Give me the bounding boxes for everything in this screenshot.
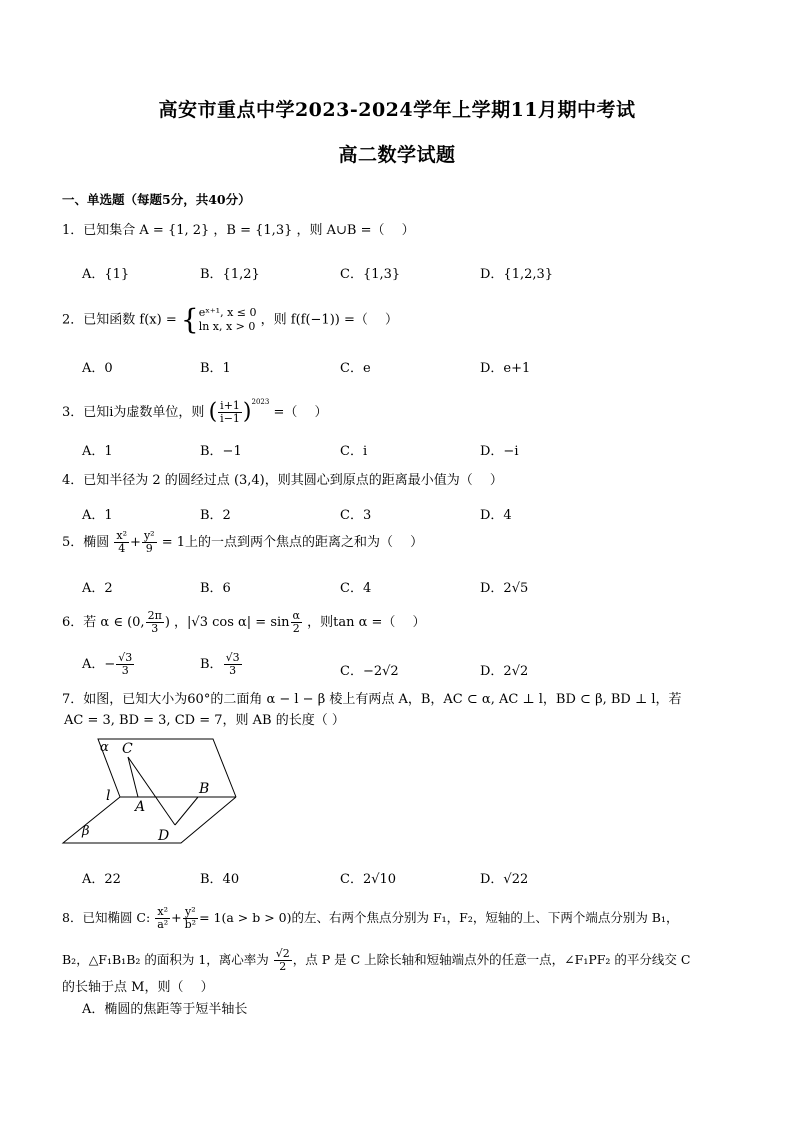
q6-option-b-prefix: B． [200, 657, 223, 672]
q8-frac-y [183, 906, 198, 931]
section-heading: 一、单选题（每题5分，共40分） [62, 192, 251, 207]
q6-option-a-frac [116, 652, 134, 677]
question-4-stem: 4．已知半径为 2 的圆经过点 (3,4)，则其圆心到原点的距离最小值为（ ） [62, 473, 503, 488]
q8-line1-prefix: 8．已知椭圆 C: [62, 910, 151, 925]
q8-frac-ecc-den: 2 [279, 960, 287, 973]
q8-frac-ecc [274, 948, 292, 973]
q5-frac-x [114, 530, 129, 555]
q8-frac-x-num: x² [155, 906, 170, 919]
label-l: l [106, 788, 111, 804]
q6-frac-num: 2π [147, 609, 162, 622]
q6-prefix: 6．若 α ∈ [62, 615, 123, 630]
q6-frac-2pi3 [146, 610, 164, 635]
q4-option-d: D．4 [480, 508, 512, 523]
q6-option-c: C．−2√2 [340, 664, 399, 679]
q5-option-c: C．4 [340, 581, 372, 596]
q5-suffix: = 1上的一点到两个焦点的距离之和为（ ） [161, 535, 424, 550]
segment-ca [128, 757, 138, 797]
q3-frac-den: i−1 [220, 412, 240, 425]
q8-frac-ecc-num: √2 [275, 947, 290, 960]
q6-suffix: ，则tan α =（ ） [307, 615, 426, 630]
q8-frac-y-den: b² [184, 918, 197, 931]
plane-alpha [98, 739, 236, 797]
exam-subtitle: 高二数学试题 [338, 144, 456, 166]
q5-frac-y-den: 9 [145, 542, 153, 555]
question-8-line-1 [62, 906, 679, 931]
q5-frac-x-num: x² [116, 529, 128, 542]
q3-prefix: 3．已知i为虚数单位，则 [62, 405, 205, 420]
q3-option-b: B．−1 [200, 444, 242, 459]
brace-symbol: { [180, 303, 199, 336]
label-beta: β [82, 824, 90, 839]
q8-line1-suffix: = 1(a > b > 0)的左、右两个焦点分别为 F₁，F₂，短轴的上、下两个端点分别为 B₁， [199, 910, 679, 925]
q5-option-d: D．2√5 [480, 581, 529, 596]
q2-cases [199, 306, 257, 334]
q8-frac-y-num: y² [183, 906, 198, 919]
q3-exponent: 2023 [251, 398, 270, 406]
question-3-stem [62, 392, 328, 425]
segment-bd [175, 797, 198, 825]
q7-option-b: B．40 [200, 872, 240, 887]
q8-option-a: A．椭圆的焦距等于短半轴长 [82, 1002, 248, 1017]
q5-frac-x-den: 4 [118, 542, 126, 555]
q6-mid: ，|√3 cos α| = sin [174, 615, 290, 630]
q7-option-c: C．2√10 [340, 872, 397, 887]
q1-option-a: A．{1} [82, 267, 130, 282]
q8-frac-x [155, 906, 170, 931]
q6-frac2-den: 2 [292, 622, 300, 635]
exam-title: 高安市重点中学2023-2024学年上学期11月期中考试 [158, 99, 636, 121]
q5-prefix: 5．椭圆 [62, 535, 110, 550]
q8-plus: + [171, 910, 182, 925]
q6-option-a [82, 652, 135, 677]
q2-option-b: B．1 [200, 361, 231, 376]
label-a: A [135, 799, 146, 815]
q5-frac-y [142, 530, 157, 555]
question-2-stem [62, 303, 398, 336]
paren-right: ) [242, 399, 252, 425]
q3-fraction [218, 400, 242, 425]
q3-suffix: =（ ） [273, 405, 328, 420]
dihedral-figure [58, 735, 248, 850]
q6-option-d: D．2√2 [480, 664, 529, 679]
q2-option-c: C．e [340, 361, 371, 376]
question-6-stem [62, 610, 426, 635]
q4-option-b: B．2 [200, 508, 231, 523]
q6-interval-left: (0, [127, 615, 145, 630]
q4-option-c: C．3 [340, 508, 372, 523]
label-b: B [199, 781, 210, 797]
question-8-line-3: 的长轴于点 M，则（ ） [62, 980, 214, 995]
q2-option-a: A．0 [82, 361, 113, 376]
q6-option-a-den: 3 [121, 664, 129, 677]
question-5-stem [62, 530, 423, 555]
q3-frac-num: i+1 [220, 399, 240, 412]
paren-left: ( [208, 399, 218, 425]
label-c: C [122, 741, 133, 757]
q7-option-a: A．22 [82, 872, 121, 887]
q5-frac-y-num: y² [143, 529, 155, 542]
q2-option-d: D．e+1 [480, 361, 531, 376]
q8-line2-prefix: B₂，△F₁B₁B₂ 的面积为 1，离心率为 [62, 952, 269, 967]
q6-option-b-num: √3 [225, 651, 240, 664]
q6-interval-right: ) [164, 615, 170, 630]
q6-option-a-prefix: A．− [82, 657, 116, 672]
q3-option-a: A．1 [82, 444, 113, 459]
q3-option-c: C．i [340, 444, 368, 459]
q5-option-a: A．2 [82, 581, 113, 596]
question-1-stem: 1．已知集合 A = {1, 2} ，B = {1,3} ，则 A∪B =（ ） [62, 223, 415, 238]
q8-line2-suffix: ，点 P 是 C 上除长轴和短轴端点外的任意一点，∠F₁PF₂ 的平分线交 C [292, 952, 691, 967]
q6-option-b-frac [224, 652, 242, 677]
q6-frac-den: 3 [151, 622, 159, 635]
q2-prefix: 2．已知函数 f(x) = [62, 312, 177, 328]
q1-option-d: D．{1,2,3} [480, 267, 554, 282]
q6-frac2-num: α [292, 609, 300, 622]
label-d: D [158, 828, 170, 844]
q6-option-b-den: 3 [229, 664, 237, 677]
q6-option-b [200, 652, 243, 677]
q2-suffix: ，则 f(f(−1)) =（ ） [260, 312, 398, 328]
question-7-line-1: 7．如图，已知大小为60°的二面角 α − l − β 棱上有两点 A，B，AC ⊂ α, AC ⊥ l，BD ⊂ β, BD ⊥ l，若 [62, 692, 682, 707]
label-alpha: α [100, 740, 109, 755]
q1-option-c: C．{1,3} [340, 267, 401, 282]
q6-frac-alpha2 [291, 610, 302, 635]
q8-frac-x-den: a² [157, 918, 169, 931]
q1-option-b: B．{1,2} [200, 267, 260, 282]
question-8-line-2 [62, 948, 690, 973]
plus-sign: + [130, 535, 141, 550]
question-7-line-2: AC = 3, BD = 3, CD = 7，则 AB 的长度（ ） [64, 713, 345, 728]
q4-option-a: A．1 [82, 508, 113, 523]
q2-case-2: ln x, x > 0 [198, 320, 256, 333]
q6-option-a-num: √3 [118, 651, 133, 664]
q7-option-d: D．√22 [480, 872, 529, 887]
q3-option-d: D．−i [480, 444, 519, 459]
q5-option-b: B．6 [200, 581, 231, 596]
q2-case-1: eˣ⁺¹, x ≤ 0 [198, 306, 257, 319]
